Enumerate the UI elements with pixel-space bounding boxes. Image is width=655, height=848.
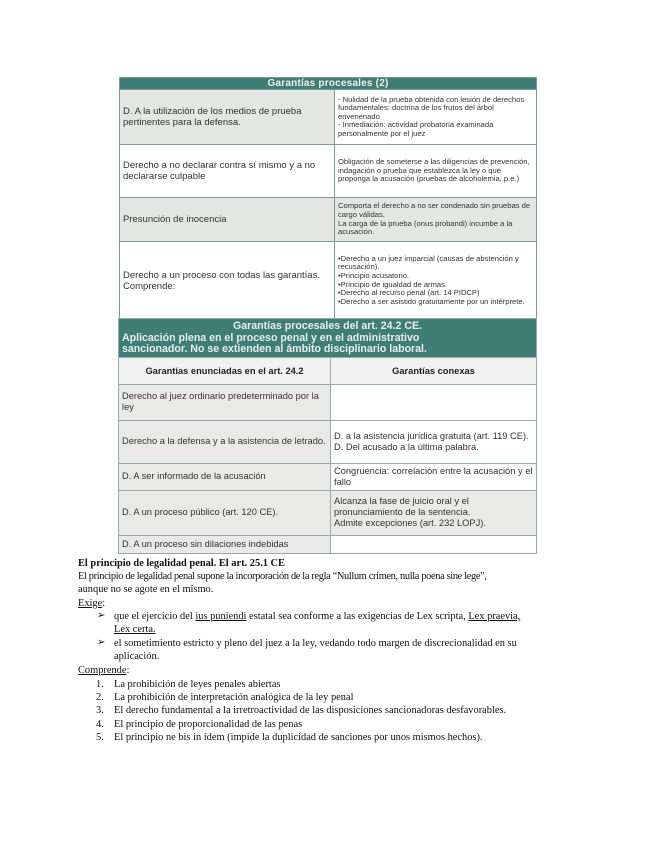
table1-row-2-right: Obligación de someterse a las diligencias de prevención, indagación o prueba que establezca la ley o que proponga la acusación (pruebas de alcoholemia, p.e.) [335, 145, 537, 198]
table1-row-4-right [335, 242, 537, 320]
garantias-procesales-table-1 [119, 77, 537, 320]
table2-row-5-right [331, 535, 537, 553]
table2-row-2-right: D. a la asistencia jurídica gratuita (art. 119 CE). D. Del acusado a la última palabra. [331, 420, 537, 463]
table1-row-3-right-line-2: La carga de la prueba (onus probandi) incumbe a la acusación. [338, 218, 513, 237]
table1-row-4-right-line-1: •Derecho a un juez imparcial (causas de abstención y recusación). [338, 253, 519, 272]
list-item-3: El derecho fundamental a la irretroactividad de las disposiciones sancionadoras desfavorables. [114, 705, 507, 716]
table2-row-2-left: Derecho a la defensa y a la asistencia de letrado. [119, 420, 331, 463]
exige-item-2-line-2: aplicación. [114, 651, 160, 662]
exige-item-1-text-a: que el ejercicio del [114, 611, 196, 622]
table1-row-3-left: Presunción de inocencia [120, 198, 335, 242]
table1-row-4-left: Derecho a un proceso con todas las garantías. Comprende: [120, 242, 335, 320]
garantias-procesales-table-2 [118, 318, 537, 554]
list-item-3-number: 3. [96, 705, 104, 716]
table1-row-1-right-line-2: - Inmediación: actividad probatoria examinada personalmente por el juez [338, 120, 494, 138]
list-item-1: La prohibición de leyes penales abiertas [114, 679, 281, 690]
table1-title: Garantías procesales (2) [120, 78, 537, 90]
lex-praevia-term: Lex praevia, [468, 611, 521, 622]
comprende-label: Comprende [78, 665, 127, 676]
table2-banner [119, 319, 537, 358]
list-item-4-number: 4. [96, 719, 104, 730]
table2-row-1-left: Derecho al juez ordinario predeterminado por la ley [119, 384, 331, 420]
list-item-5-number: 5. [96, 732, 104, 743]
table1-row-3-right-line-1: Comporta el derecho a no ser condenado sin pruebas de cargo válidas. [338, 201, 531, 219]
list-item-1-number: 1. [96, 679, 104, 690]
table1-row-2-left: Derecho a no declarar contra sí mismo y a no declararse culpable [120, 145, 335, 198]
table2-row-1-right [331, 384, 537, 420]
exige-item-2-line-1: el sometimiento estricto y pleno del juez a la ley, vedando todo margen de discrecionalidad en su [114, 638, 517, 649]
table2-row-5-left: D. A un proceso sin dilaciones indebidas [119, 535, 331, 553]
list-item-2: La prohibición de interpretación analógica de la ley penal [114, 692, 354, 703]
table2-col-header-1: Garantías enunciadas en el art. 24.2 [119, 357, 331, 384]
list-item-5: El principio ne bis in ídem (impide la duplicidad de sanciones por unos mismos hechos). [114, 732, 483, 743]
table2-row-4-right: Alcanza la fase de juicio oral y el pronunciamiento de la sentencia. Admite excepciones (art. 232 LOPJ). [331, 490, 537, 535]
ius-puniendi-term: ius puniendi [195, 611, 247, 622]
table2-row-3-left: D. A ser informado de la acusación [119, 463, 331, 490]
paragraph-line-1: El principio de legalidad penal supone la incorporación de la regla “Nullum crimen, nulla poena sine lege”, [78, 571, 487, 582]
table2-banner-line-3: sancionador. No se extienden al ámbito disciplinario laboral. [122, 343, 427, 355]
section-heading: El principio de legalidad penal. El art. 25.1 CE [78, 558, 285, 569]
paragraph-line-2: aunque no se agote en el mismo. [78, 584, 214, 595]
arrow-bullet-icon: ➢ [97, 637, 106, 648]
table1-row-4-right-line-2: •Principio acusatorio. [338, 270, 410, 280]
table2-row-4-left: D. A un proceso público (art. 120 CE). [119, 490, 331, 535]
table2-col-header-2: Garantías conexas [331, 357, 537, 384]
list-item-2-number: 2. [96, 692, 104, 703]
arrow-bullet-icon: ➢ [97, 610, 106, 621]
exige-label: Exige [78, 598, 103, 609]
exige-colon: : [102, 598, 106, 609]
exige-item-1-line-1 [114, 611, 520, 623]
table1-row-4-right-line-4: •Derecho al recurso penal (art. 14 PIDCP) [338, 288, 480, 298]
comprende-colon: : [126, 665, 130, 676]
table1-row-1-right-line-1: - Nulidad de la prueba obtenida con lesión de derechos fundamentales: doctrina de los frutos del árbol envenenado [338, 94, 525, 121]
table1-row-1-right [335, 90, 537, 145]
lex-certa-term: Lex certa. [114, 624, 156, 635]
table2-banner-line-1: Garantías procesales del art. 24.2 CE. [232, 320, 423, 332]
table2-banner-line-2: Aplicación plena en el proceso penal y en el administrativo [122, 331, 420, 344]
table1-row-4-right-line-5: •Derecho a ser asistido gratuitamente por un intérprete. [338, 296, 525, 306]
exige-item-1-text-c: estatal sea conforme a las exigencias de Lex scripta, [246, 611, 469, 622]
list-item-4: El principio de proporcionalidad de las penas [114, 719, 303, 730]
comprende-heading [78, 665, 129, 677]
table1-row-1-left: D. A la utilización de los medios de prueba pertinentes para la defensa. [120, 90, 335, 145]
table1-row-3-right [335, 198, 537, 242]
table2-row-3-right: Congruencia: correlación entre la acusación y el fallo [331, 463, 537, 490]
table1-row-4-right-line-3: •Principio de igualdad de armas. [338, 279, 448, 289]
exige-heading [78, 598, 105, 610]
